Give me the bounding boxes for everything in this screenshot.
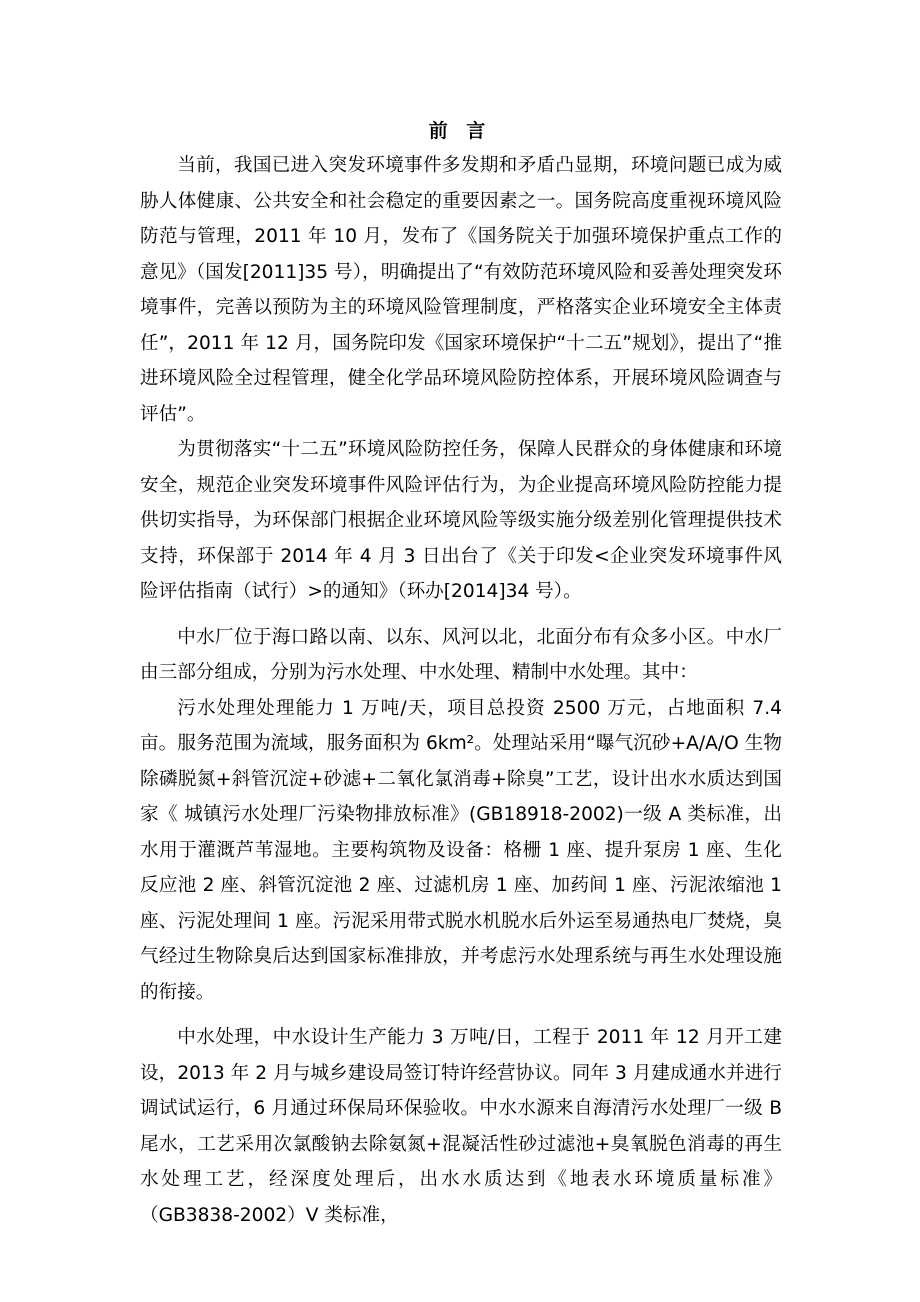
document-body: [140, 148, 782, 1233]
paragraph-background: 当前，我国已进入突发环境事件多发期和矛盾凸显期，环境问题已成为威胁人体健康、公共安全和社会稳定的重要因素之一。国务院高度重视环境风险防范与管理，2011 年 10 月，发布了《国务院关于加强环境保护重点工作的意见》（国发[2011]35 号），明确提出了“有效防范环境风险和妥善处理突发环境事件，完善以预防为主的环境风险管理制度，严格落实企业环境安全主体责任”，2011 年 12 月，国务院印发《国家环境保护“十二五”规划》，提出了“推进环境风险全过程管理，健全化学品环境风险防控体系，开展环境风险调查与评估”。: [140, 155, 782, 425]
page-title: 前 言: [428, 120, 492, 142]
paragraph-reclaimed-water: 中水处理，中水设计生产能力 3 万吨/日，工程于 2011 年 12 月开工建设，2013 年 2 月与城乡建设局签订特许经营协议。同年 3 月建成通水并进行调试试运行，6 月通过环保局环保验收。中水水源来自海清污水处理厂一级 B 尾水，工艺采用次氯酸钠去除氨氮+混凝活性砂过滤池+臭氧脱色消毒的再生水处理工艺，经深度处理后，出水水质达到《地表水环境质量标准》（GB3838-2002）V 类标准，: [140, 1027, 782, 1226]
paragraph-policy: 为贯彻落实“十二五”环境风险防控任务，保障人民群众的身体健康和环境安全，规范企业突发环境事件风险评估行为，为企业提高环境风险防控能力提供切实指导，为环保部门根据企业环境风险等级实施分级差别化管理提供技术支持，环保部于 2014 年 4 月 3 日出台了《关于印发<企业突发环境事件风险评估指南（试行）>的通知》（环办[2014]34 号）。: [140, 439, 782, 602]
paragraph-plant-overview: 中水厂位于海口路以南、以东、风河以北，北面分布有众多小区。中水厂由三部分组成，分别为污水处理、中水处理、精制中水处理。其中：: [140, 626, 782, 683]
paragraph-sewage-treatment: 污水处理处理能力 1 万吨/天，项目总投资 2500 万元，占地面积 7.4 亩。服务范围为流域，服务面积为 6km²。处理站采用“曝气沉砂+A/A/O 生物除磷脱氮+斜管沉淀+砂滤+二氧化氯消毒+除臭”工艺，设计出水水质达到国家《 城镇污水处理厂污染物排放标准》(GB18918-2002)一级 A 类标准，出水用于灌溉芦苇湿地。主要构筑物及设备：格栅 1 座、提升泵房 1 座、生化反应池 2 座、斜管沉淀池 2 座、过滤机房 1 座、加药间 1 座、污泥浓缩池 1 座、污泥处理间 1 座。污泥采用带式脱水机脱水后外运至易通热电厂焚烧，臭气经过生物除臭后达到国家标准排放，并考虑污水处理系统与再生水处理设施的衔接。: [140, 697, 782, 1003]
